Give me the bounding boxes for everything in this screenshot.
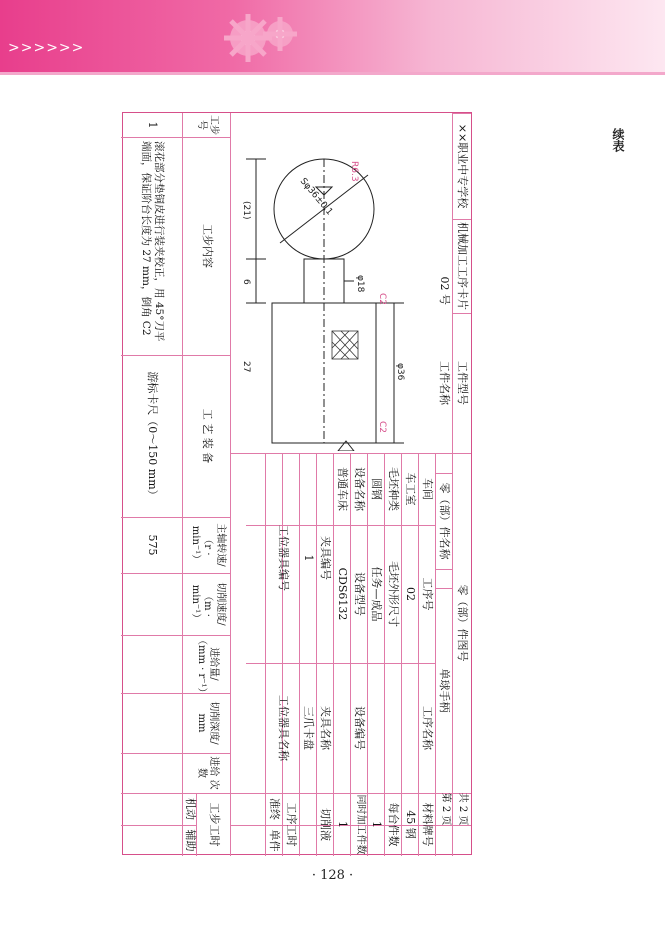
fixture-name-value: 三爪卡盘 xyxy=(302,706,316,750)
dim-21: (21) xyxy=(241,201,251,220)
dim-6: 6 xyxy=(241,279,251,285)
machine-time-label: 机动 xyxy=(183,798,197,820)
product-name-label: 工件名称 xyxy=(438,361,452,405)
page-no: 第 2 页 xyxy=(439,792,451,826)
part-name-label: 零（部）件名称 xyxy=(438,482,452,560)
per-blank-label: 每台件数 xyxy=(387,802,401,847)
neck-outline xyxy=(304,259,344,303)
chamfer-right: C2 xyxy=(377,421,387,434)
product-model-label: 工件型号 xyxy=(455,361,469,405)
total-pages: 共 2 页 xyxy=(457,792,469,826)
passes-label: 进给 次数 xyxy=(196,756,220,790)
step-spindle: 575 xyxy=(145,534,159,556)
step-content-label: 工步内容 xyxy=(200,224,214,268)
prep-end-label: 准终 xyxy=(268,798,282,820)
dim-sphere: Sφ36±0.1 xyxy=(297,176,335,218)
simul-value: 1 xyxy=(336,821,350,828)
simul-label: 同时加工件数 xyxy=(354,794,366,855)
dim-ra: R6.3 xyxy=(349,161,359,182)
dim-phi36: φ36 xyxy=(395,363,405,381)
equip-name-value: 普通车床 xyxy=(336,467,350,511)
material-value: 45 钢 xyxy=(404,810,418,839)
step-no-label: 工步号 xyxy=(196,115,220,135)
equip-model-value: CDS6132 xyxy=(336,567,350,621)
per-blank-value: 1 xyxy=(370,821,384,828)
part-name-value: 单球手柄 xyxy=(438,668,452,713)
coolant-label: 切削液 xyxy=(319,808,333,841)
process-time-label: 工序工时 xyxy=(285,802,299,847)
page-number: · 128 · xyxy=(311,868,354,883)
process-card-wrapper xyxy=(122,112,472,855)
fixture-no-value: 1 xyxy=(302,554,316,562)
header-rule xyxy=(0,72,665,75)
aux-time-label: 辅助 xyxy=(183,829,197,852)
feed-label: 进给量/ （mm · r⁻¹） xyxy=(196,635,220,698)
school-name: ××职业中专学校 xyxy=(455,123,469,209)
equip-no-label: 设备编号 xyxy=(353,706,367,750)
process-name-label: 工序名称 xyxy=(421,706,435,750)
process-no-label: 工序号 xyxy=(421,577,435,611)
shop-value: 车工室 xyxy=(404,472,418,506)
dim-phi18: φ18 xyxy=(355,275,365,293)
equip-model-label: 设备型号 xyxy=(353,572,367,616)
material-label: 材料牌号 xyxy=(421,802,435,847)
blank-type-value: 圆钢 xyxy=(370,478,384,500)
unit-label: 单件 xyxy=(268,829,282,852)
step-time-label: 工步工时 xyxy=(207,802,221,847)
chamfer-left: C2 xyxy=(377,293,387,306)
blank-size-label: 毛坯外形尺寸 xyxy=(387,561,401,627)
header-banner xyxy=(0,0,665,72)
blank-size-value: 任务—成品 xyxy=(370,566,384,622)
gear-decoration-icon xyxy=(218,8,308,68)
part-sketch xyxy=(236,151,416,451)
part-drawing-label: 零（部）件图号 xyxy=(455,584,469,662)
continued-label: 续表 xyxy=(611,128,625,152)
dim-27: 27 xyxy=(241,361,251,373)
equipment-label: 工 艺 装 备 xyxy=(200,408,214,464)
workshop-label: 车间 xyxy=(421,478,435,500)
blank-type-label: 毛坯种类 xyxy=(387,467,401,511)
process-card-rotated xyxy=(122,112,472,855)
process-card xyxy=(122,112,472,855)
step-content: 滚花部分垫铜皮进行装夹校正，用 45°刀平端面，保证阶台长度为 27 mm，倒角 C2 xyxy=(140,141,166,342)
product-name-value: 02 号 xyxy=(438,276,452,305)
step-number: 1 xyxy=(145,121,159,129)
spindle-label: 主轴转速/ （r · min⁻¹） xyxy=(189,523,226,567)
fixture-name-label: 夹具名称 xyxy=(319,706,333,750)
station-tool-name-label: 工位器具名称 xyxy=(276,695,290,761)
process-no-value: 02 xyxy=(404,587,418,601)
chevron-arrows-icon: >>>>>> xyxy=(8,40,85,56)
station-tool-no-label: 工位器具编号 xyxy=(276,525,290,591)
speed-label: 切削速度/ （m · min⁻¹） xyxy=(189,582,226,626)
depth-label: 切削深度/ mm xyxy=(196,701,220,745)
fixture-no-label: 夹具编号 xyxy=(319,536,333,580)
equip-name-label: 设备名称 xyxy=(353,467,367,511)
step-equipment: 游标卡尺（0～150 mm） xyxy=(145,371,159,501)
card-title: 机械加工工序卡片 xyxy=(455,222,469,310)
